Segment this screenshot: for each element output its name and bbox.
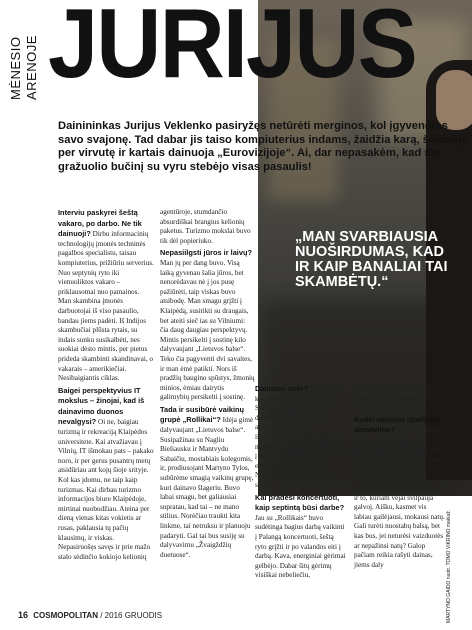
- qa-block: [255, 493, 346, 581]
- question: Kai pradėsi koncertuoti, kaip septintą būsi darbe?: [255, 492, 345, 513]
- qa-block: [354, 384, 445, 413]
- qa-block: [58, 208, 154, 384]
- lead-paragraph: Dainininkas Jurijus Veklenko pasiryžęs netūrėti merginos, kol įgyvendins savo svajonę. Tad dabar jis taiso kompiuterius indams, žaidžia karą, šokinėja per virvutę ir kartais dainuoja „Eurovizijoje“. Ai, dar nepasakėm, kad šio gražuolio bučinį su vyru stebėjo visas pasaulis!: [58, 120, 468, 173]
- text-column-2: [160, 208, 255, 562]
- qa-block: [160, 405, 255, 561]
- photo-credit: [446, 509, 456, 625]
- answer: nes tai baisūs dalykai. Man patinka taisyti kompiuterius, bet norėčiau tik dainuoti.: [354, 384, 437, 412]
- text-column-4: [354, 384, 445, 572]
- question: Interviu paskyrei šeštą vakaro, po darbo. Ne tik dainuoji?: [58, 208, 142, 239]
- photo-credit-text: MARTYNO GAIDO nuotr. TOMO VIKRINO makiaž.: [446, 509, 452, 623]
- qa-block: [58, 386, 154, 563]
- answer: Jau su „Rollikais“ buvo sudėtinga bagius darbą vaikinti į Palangą koncertuoti, šeštą ryto grįžti ir po valandos eiti į darbą. Kava, energiniai gėrimai gelbėjo. Dabar šitų gėrimų visiškai nebeliečiu,: [255, 513, 346, 580]
- answer: Bus galbūt kas nors panašaus į Leoną Somovą su Jazzu. Kelios dainos jau parašytos, jos asmeniškos, pilnos išgyvenimų, ne tokios kaip „oi mažule, oi mažyte, pabučiuosiu į lūpytę“. Tai kūriniai su elektroniniu prieskoniu. Netrukus turėtų pasirodyti singlas.: [255, 385, 346, 489]
- answer: Buvau jaunas ir kvailas. Kai mama sumanė mane leisti į trimito klasę, nes brolis lankė muzikos mokyklą, protestavau, ir mane išmetė. Taip ir likau turp to, kuris kažkiek nutuokia apie muziką, ir to, kuriam vėjai švilpauja galvoj. Aišku, kasmet vis labiau gailėjausi, mokausi natų. Gali turėti nuostabų balsą, bet kas bus, jei neturėsi vaizduotės ar nepažinsi natų? Galop pačiam reikia rašyti dainas, jiems daly: [354, 426, 445, 569]
- answer: Dirbu informacinių technologijų įmonės techninės pagalbos specialistu, taisau kompiuterius, prižiūriu serverius. Nuo septynių ryto iki vienuoliktos vakaro – priklausomai nuo pamainos. Man skambina įmonės darbuotojai iš viso pasaulio, bandau jiems padėti. Iš Indijos skambučiai plūsta rytais, su indais sunku susikalbėti, nes suokiai dėsto mintis, per pietus prideda skambinti skandinavai, o vakarais – amerikiečiai. Nesibaigiantis ciklas.: [58, 230, 154, 383]
- qa-block: [160, 248, 255, 403]
- answer: agentūroje, stumdančio absurdiškai brangius kelionių paketus. Turizmo mokslai buvo tik dėl popieriuko.: [160, 208, 251, 245]
- issue-date: / 2016 GRUODIS: [100, 611, 163, 620]
- question: Baigei perspektyvius IT mokslus – žinojai, kad iš dainavimo duonos nevalgysi?: [58, 385, 145, 427]
- section-label-line2: ARENOJE: [24, 35, 39, 100]
- text-column-1: [58, 208, 154, 564]
- pull-quote: „MAN SVARBIAUSIA NUOŠIRDUMAS, KAD IR KAIP BANALIAI TAI SKAMBĖTŲ.“: [295, 229, 448, 290]
- magazine-name: COSMOPOLITAN: [33, 611, 98, 620]
- question: Nepasiilgsti jūros ir laivų?: [160, 248, 252, 258]
- text-column-3: [255, 384, 346, 583]
- answer: Idėja gimė dalyvaujant „Lietuvos balse“. Susipažinau su Nagliu Bieliausku ir Mantvydu Sabaičiu, mostabiais kolegomis, ir, prodiusojant Martyno Tylos, subūrėme smagią vaikinų grupę, kuri dainavo šlageriu. Buvo labai smagu, bet galiausiai supratau, kad tai – ne mano stilius. Norėčiau traukti kita linkme, tai netruksu ir planuoju padaryti. Gal tai bus susiję su dalyvavimu „Žvaigždžių duetuose“.: [160, 416, 254, 559]
- question: Tada ir susibūrė vaikinų grupė „Rollikai“?: [160, 404, 245, 425]
- page-footer: [18, 610, 162, 620]
- qa-block: [160, 208, 255, 246]
- qa-block: [354, 415, 445, 571]
- question: Kodėl nestojai studijuoti dainavimo?: [354, 414, 440, 435]
- page-number: 16: [18, 610, 29, 620]
- answer: Man jų per dang buvo. Visą laiką gyvenau šalia jūros, bet nenorėdavau nė į jos pusę pažiūrėti, taip viskas buvo atsibodę. Man smagu grįžti į Klaipėdą, susitikti su draugais, bet ateiti sieč ias su Vilniumi: čia daug daugiau perspektyvų. Mintis persikelti į sostinę kilo dalyvaujant „Lietuvos balse“. Teko čia pagyventi dvi savaites, ir man ėmė patikti. Nors iš pradžių baugino spūstys, žmonių minios, ėmiau dairytis galimybių persikelti į sostinę.: [160, 258, 255, 402]
- answer: Oi ne, baigiau turizmą ir rekreaciją Klaipėdos universitete. Kai atvažiavau į Vilnių, IT išmokau pats – pakako noro, ir per gerus pusantrų metų atsidūriau ant kojų šioje srityje. Kol kas įdomu, ne taip kaip turizmas. Kai dirbau turizmo informacijos biure Klaipėdoje, mirtinai nuobodžiau. Ateina per dieną vienas kitas vokietis ar rusas, paklausia tų pačių klausimų, ir viskas. Nepasiruošęs savęs ir prie mažo stalo sėdinčio kokiojo kelionių: [58, 418, 154, 561]
- section-label-line1: MĖNESIO: [8, 36, 23, 100]
- question: Dainuosi solo?: [255, 384, 308, 393]
- qa-block: [255, 384, 346, 491]
- section-label: [6, 8, 46, 108]
- page-title: JURIJUS: [48, 0, 416, 98]
